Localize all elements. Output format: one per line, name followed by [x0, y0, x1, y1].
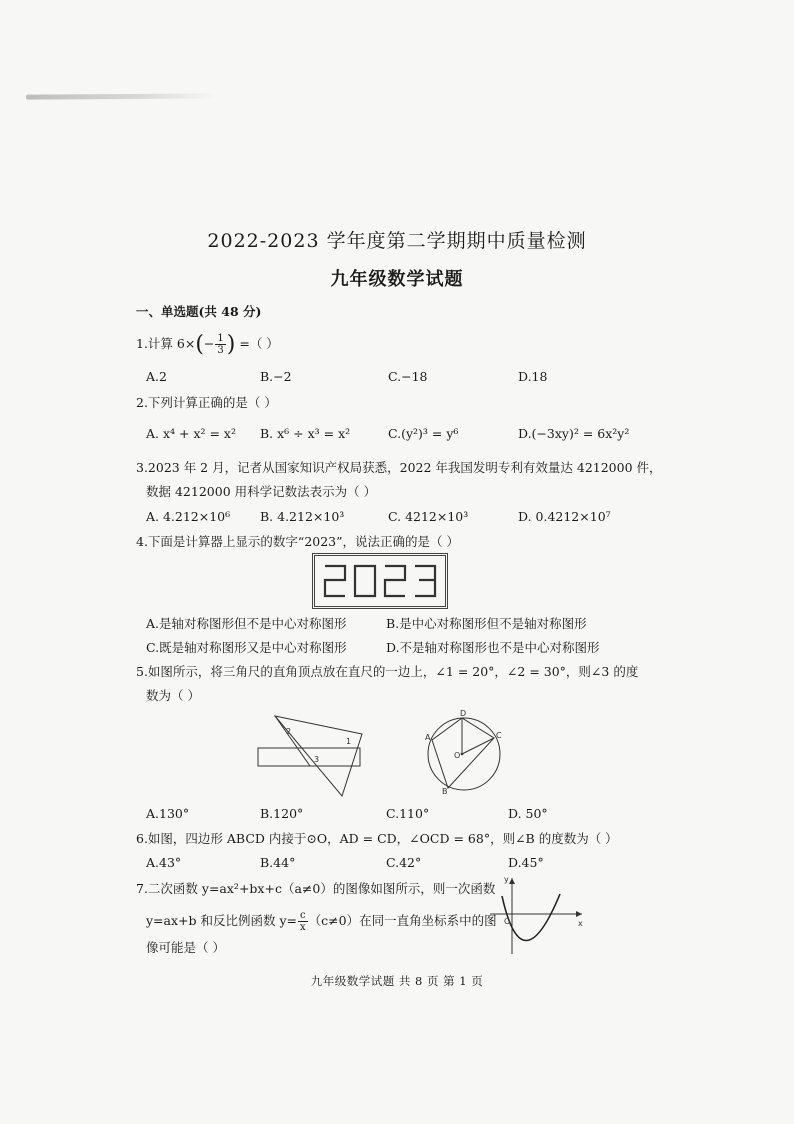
question-7-stem-line2: [146, 910, 497, 933]
q2-option-d: D.(−3xy)² = 6x²y²: [518, 426, 630, 441]
question-4-stem: 4.下面是计算器上显示的数字“2023”，说法正确的是（ ）: [136, 534, 459, 549]
q7-line2-b: （c≠0）在同一直角坐标系中的图: [308, 913, 497, 928]
q2-option-b: B. x⁶ ÷ x³ = x²: [260, 426, 351, 441]
triangle-inner-edge: [275, 716, 310, 766]
q7-fraction: [298, 910, 308, 933]
label-b: B: [442, 787, 448, 796]
q2-option-a: A. x⁴ + x² = x²: [146, 426, 236, 441]
q7-frac-den: x: [300, 922, 306, 933]
label-o: O: [454, 751, 461, 760]
q5-option-d: D. 50°: [508, 806, 548, 821]
page-footer: 九年级数学试题 共 8 页 第 1 页: [310, 974, 484, 988]
q3-option-b: B. 4.212×10³: [260, 509, 345, 524]
question-6-stem: 6.如图，四边形 ABCD 内接于⊙O，AD = CD，∠OCD = 68°，则∠B 的度数为（ ）: [136, 831, 618, 846]
seven-seg-digit-0: [355, 566, 375, 596]
angle-2-label: 2: [286, 727, 292, 736]
q3-option-d: D. 0.4212×10⁷: [518, 509, 611, 524]
q3-option-a: A. 4.212×10⁶: [146, 509, 231, 524]
q1-option-a: A.2: [146, 369, 167, 384]
segment-oc: [462, 738, 494, 754]
calculator-digits-figure: [315, 556, 445, 606]
q1-frac-num: 1: [217, 333, 224, 344]
seven-seg-digit-2b: [385, 566, 405, 596]
q5-option-b: B.120°: [260, 806, 304, 821]
question-7-stem-line3: 像可能是（ ）: [146, 940, 225, 955]
q1-tail: =（ ）: [235, 336, 279, 351]
seven-seg-digit-3: [415, 566, 435, 596]
q1-frac-den: 3: [217, 345, 224, 356]
circle-o: [428, 718, 500, 790]
section-heading: 一、单选题(共 48 分): [136, 304, 262, 319]
question-3-stem-line1: 3.2023 年 2 月，记者从国家知识产权局获悉，2022 年我国发明专利有效量达 4212000 件，: [136, 460, 662, 475]
q4-option-a: A.是轴对称图形但不是中心对称图形: [146, 616, 347, 631]
q6-option-d: D.45°: [508, 855, 544, 870]
q1-fraction: [215, 333, 225, 356]
label-a: A: [425, 733, 431, 742]
q1-option-b: B.−2: [260, 369, 292, 384]
angle-3-label: 3: [314, 755, 320, 764]
center-point: [461, 753, 464, 756]
q5-option-c: C.110°: [386, 806, 430, 821]
q1-stem-text: 1.计算 6×: [136, 336, 196, 351]
q4-option-b: B.是中心对称图形但不是轴对称图形: [386, 616, 587, 631]
scan-smudge: [26, 93, 216, 99]
q7-line2-a: y=ax+b 和反比例函数 y=: [146, 913, 297, 928]
origin-label: O: [504, 917, 511, 926]
q3-option-c: C. 4212×10³: [388, 509, 469, 524]
y-axis-arrow: [509, 878, 515, 884]
q4-option-c: C.既是轴对称图形又是中心对称图形: [146, 640, 347, 655]
q6-option-b: B.44°: [260, 855, 296, 870]
q4-option-d: D.不是轴对称图形也不是中心对称图形: [386, 640, 600, 655]
ruler-triangle-figure: [250, 712, 370, 800]
question-2-stem: 2.下列计算正确的是（ ）: [136, 395, 277, 410]
exam-subtitle: 九年级数学试题: [330, 269, 464, 290]
question-5-stem-line1: 5.如图所示，将三角尺的直角顶点放在直尺的一边上，∠1 = 20°，∠2 = 30°，则∠3 的度: [136, 664, 639, 679]
question-1-stem: 1.计算 6×(− $\frac{1}{3}$ ) =（ ）: [136, 332, 279, 357]
question-7-stem-line1: 7.二次函数 y=ax²+bx+c（a≠0）的图像如图所示，则一次函数: [136, 881, 496, 896]
label-c: C: [496, 731, 502, 740]
label-d: D: [460, 710, 467, 718]
calculator-display: [312, 553, 448, 609]
q5-option-a: A.130°: [146, 806, 190, 821]
q2-option-c: C.(y²)³ = y⁶: [388, 426, 459, 441]
angle-1-label: 1: [346, 737, 352, 746]
y-axis-label: y: [504, 875, 509, 884]
parabola-graph-figure: [488, 874, 588, 956]
parabola-curve: [502, 894, 560, 941]
q1-option-c: C.−18: [388, 369, 428, 384]
exam-title: 2022-2023 学年度第二学期期中质量检测: [207, 230, 587, 252]
q6-option-c: C.42°: [386, 855, 422, 870]
q1-option-d: D.18: [518, 369, 548, 384]
circle-quadrilateral-figure: [424, 710, 506, 796]
q6-option-a: A.43°: [146, 855, 182, 870]
seven-seg-digit-2: [325, 566, 345, 596]
x-axis-arrow: [576, 911, 582, 917]
question-3-stem-line2: 数据 4212000 用科学记数法表示为（ ）: [146, 484, 377, 499]
question-5-stem-line2: 数为（ ）: [146, 688, 200, 703]
x-axis-label: x: [578, 919, 583, 928]
q7-frac-num: c: [298, 910, 308, 922]
